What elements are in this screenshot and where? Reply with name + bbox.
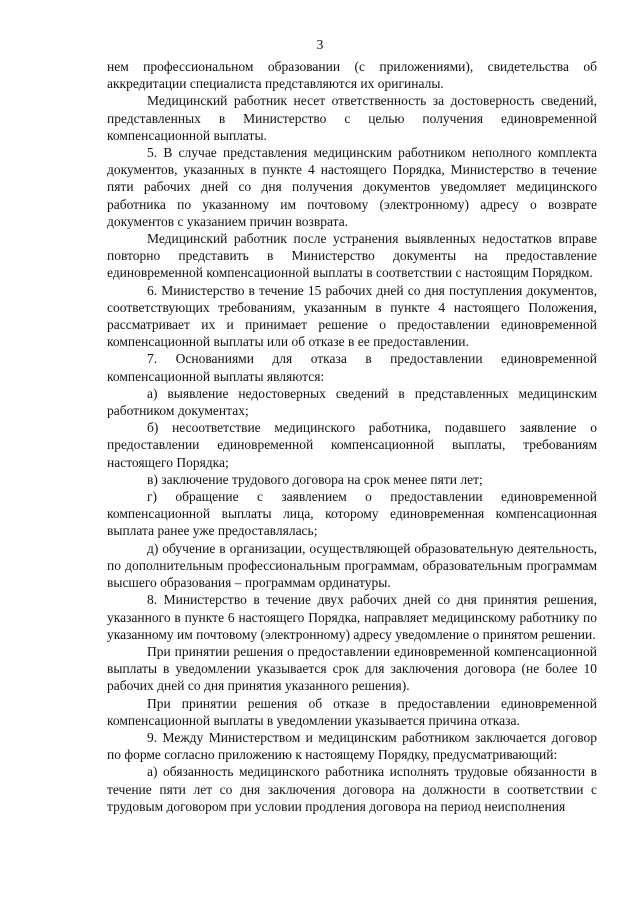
paragraph-item-7g: г) обращение с заявлением о предоставлении единовременной компенсационной выплаты лица, которому единовременная компенсационная выплата ранее уже предоставлялась; bbox=[107, 489, 597, 539]
paragraph-item-5: 5. В случае представления медицинским работником неполного комплекта документов, указанных в пункте 4 настоящего Порядка, Министерство в течение пяти рабочих дней со дня получения документов уведомляет медицинского работника по указанному им почтовому (электронному) адресу о возврате документов с указанием причин возврата. bbox=[107, 145, 597, 229]
paragraph-resubmission: Медицинский работник после устранения выявленных недостатков вправе повторно представить в Министерство документы на предоставление единовременной компенсационной выплаты в соответствии с настоящим Порядком. bbox=[107, 231, 597, 281]
paragraph-decision-grant: При принятии решения о предоставлении единовременной компенсационной выплаты в уведомлении указывается срок для заключения договора (не более 10 рабочих дней со дня принятия указанного решения). bbox=[107, 643, 597, 694]
paragraph-item-8: 8. Министерство в течение двух рабочих дней со дня принятия решения, указанного в пункте 6 настоящего Порядка, направляет медицинскому работнику по указанному им почтовому (электронному) адресу уведомление о принятом решении. bbox=[107, 592, 597, 642]
paragraph-item-7d: д) обучение в организации, осуществляющей образовательную деятельность, по дополнительным профессиональным программам, образовательным программам высшего образования – программам ординатуры. bbox=[107, 540, 597, 591]
paragraph-responsibility: Медицинский работник несет ответственность за достоверность сведений, представленных в Министерство с целью получения единовременной компенсационной выплаты. bbox=[107, 93, 597, 143]
paragraph-continuation: нем профессиональном образовании (с приложениями), свидетельства об аккредитации специалиста представляются их оригиналы. bbox=[107, 59, 597, 92]
paragraph-item-6: 6. Министерство в течение 15 рабочих дней со дня поступления документов, соответствующих требованиям, указанным в пункте 4 настоящего Положения, рассматривает их и принимает решение о предоставлении единовременной компенсационной выплаты или об отказе в ее предоставлении. bbox=[107, 282, 597, 350]
paragraph-item-7b: б) несоответствие медицинского работника, подавшего заявление о предоставлении единовременной компенсационной выплаты, требованиям настоящего Порядка; bbox=[107, 420, 597, 470]
document-body bbox=[107, 58, 597, 815]
paragraph-decision-refusal: При принятии решения об отказе в предоставлении единовременной компенсационной выплаты в уведомлении указывается причина отказа. bbox=[107, 695, 597, 728]
paragraph-item-7: 7. Основаниями для отказа в предоставлении единовременной компенсационной выплаты являются: bbox=[107, 351, 597, 384]
paragraph-item-9: 9. Между Министерством и медицинским работником заключается договор по форме согласно приложению к настоящему Порядку, предусматривающий: bbox=[107, 729, 597, 763]
paragraph-item-7v: в) заключение трудового договора на срок менее пяти лет; bbox=[147, 471, 483, 487]
paragraph-item-7a: а) выявление недостоверных сведений в представленных медицинским работником документах; bbox=[107, 385, 597, 419]
paragraph-item-9a: а) обязанность медицинского работника исполнять трудовые обязанности в течение пяти лет со дня заключения договора на должности в соответствии с трудовым договором при условии продления договора на период неисполнения bbox=[107, 764, 597, 814]
page-number: 3 bbox=[316, 37, 324, 52]
